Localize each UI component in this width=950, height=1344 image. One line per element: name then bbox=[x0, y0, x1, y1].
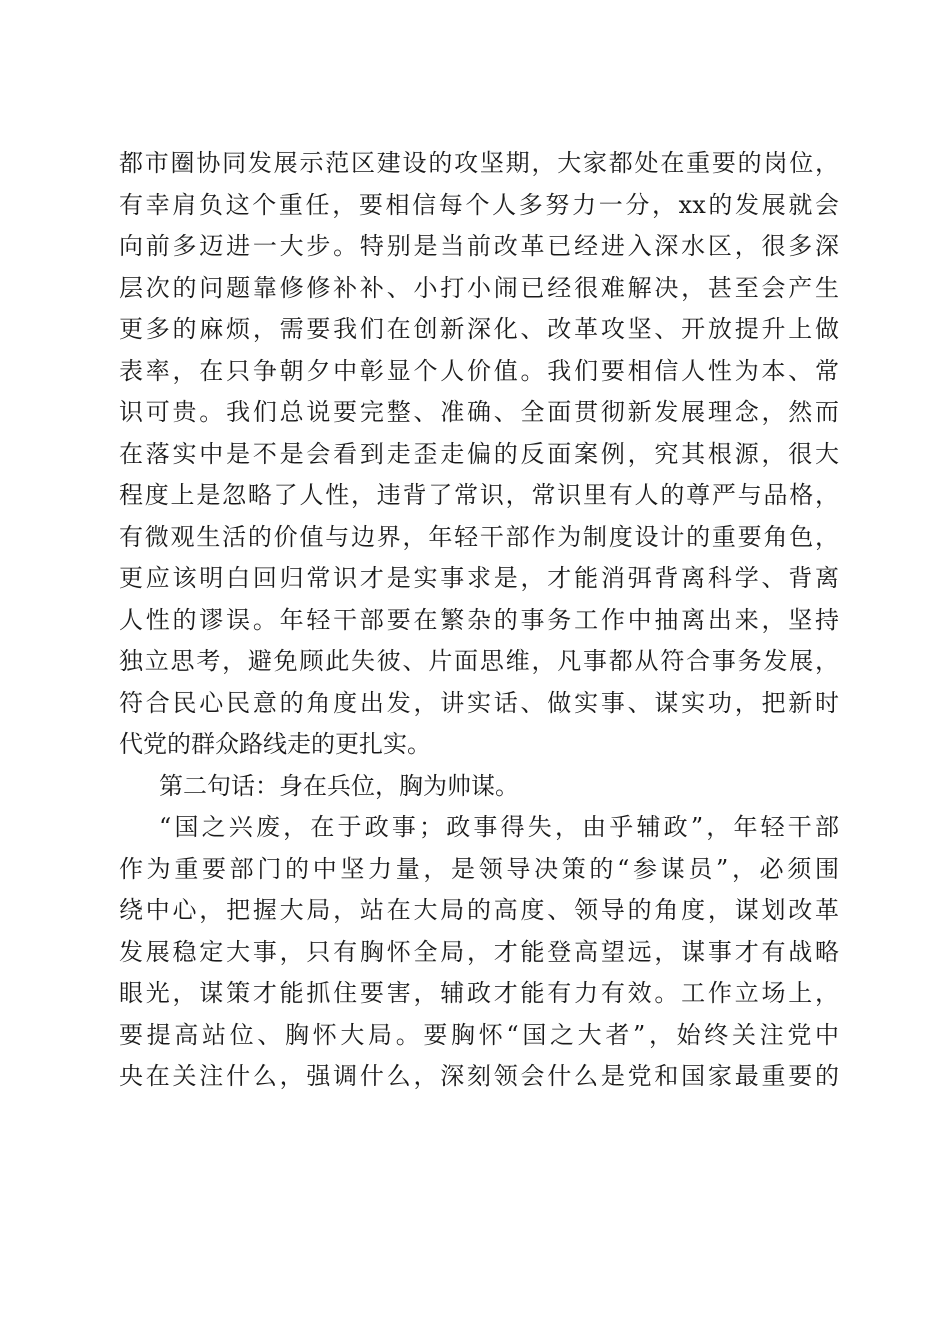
text-line: “国之兴废，在于政事；政事得失，由乎辅政”，年轻干部 bbox=[159, 813, 839, 841]
text-line: 代党的群众路线走的更扎实。 bbox=[119, 730, 431, 758]
text-line: 央在关注什么，强调什么，深刻领会什么是党和国家最重要的 bbox=[119, 1062, 839, 1090]
text-line: 作为重要部门的中坚力量，是领导决策的“参谋员”，必须围 bbox=[119, 854, 839, 883]
text-line: 更多的麻烦，需要我们在创新深化、改革攻坚、开放提升上做 bbox=[119, 315, 839, 343]
text-line: 独立思考，避免顾此失彼、片面思维，凡事都从符合事务发展， bbox=[119, 647, 839, 675]
section-heading: 第二句话：身在兵位，胸为帅谋。 bbox=[159, 771, 519, 800]
text-line: 都市圈协同发展示范区建设的攻坚期，大家都处在重要的岗位， bbox=[119, 149, 839, 177]
text-line: 层次的问题靠修修补补、小打小闹已经很难解决，甚至会产生 bbox=[119, 273, 839, 302]
text-line: 要提高站位、胸怀大局。要胸怀“国之大者”，始终关注党中 bbox=[119, 1020, 839, 1049]
text-line: 发展稳定大事，只有胸怀全局，才能登高望远，谋事才有战略 bbox=[119, 937, 839, 966]
text-line: 绕中心，把握大局，站在大局的高度、领导的角度，谋划改革 bbox=[119, 896, 839, 924]
text-line: 更应该明白回归常识才是实事求是，才能消弭背离科学、背离 bbox=[119, 564, 839, 592]
text-line: 向前多迈进一大步。特别是当前改革已经进入深水区，很多深 bbox=[119, 232, 839, 260]
body-text bbox=[119, 143, 839, 1098]
text-line: 有微观生活的价值与边界，年轻干部作为制度设计的重要角色， bbox=[119, 522, 839, 551]
text-line: 识可贵。我们总说要完整、准确、全面贯彻新发展理念，然而 bbox=[119, 398, 839, 426]
text-line: 表率，在只争朝夕中彰显个人价值。我们要相信人性为本、常 bbox=[119, 356, 839, 385]
text-line: 有幸肩负这个重任，要相信每个人多努力一分，xx的发展就会 bbox=[119, 190, 839, 219]
text-line: 符合民心民意的角度出发，讲实话、做实事、谋实功，把新时 bbox=[119, 688, 839, 717]
text-line: 在落实中是不是会看到走歪走偏的反面案例，究其根源，很大 bbox=[119, 439, 839, 468]
text-line: 眼光，谋策才能抓住要害，辅政才能有力有效。工作立场上， bbox=[119, 979, 839, 1007]
text-line: 程度上是忽略了人性，违背了常识，常识里有人的尊严与品格， bbox=[119, 481, 839, 509]
text-line: 人性的谬误。年轻干部要在繁杂的事务工作中抽离出来，坚持 bbox=[119, 605, 839, 634]
